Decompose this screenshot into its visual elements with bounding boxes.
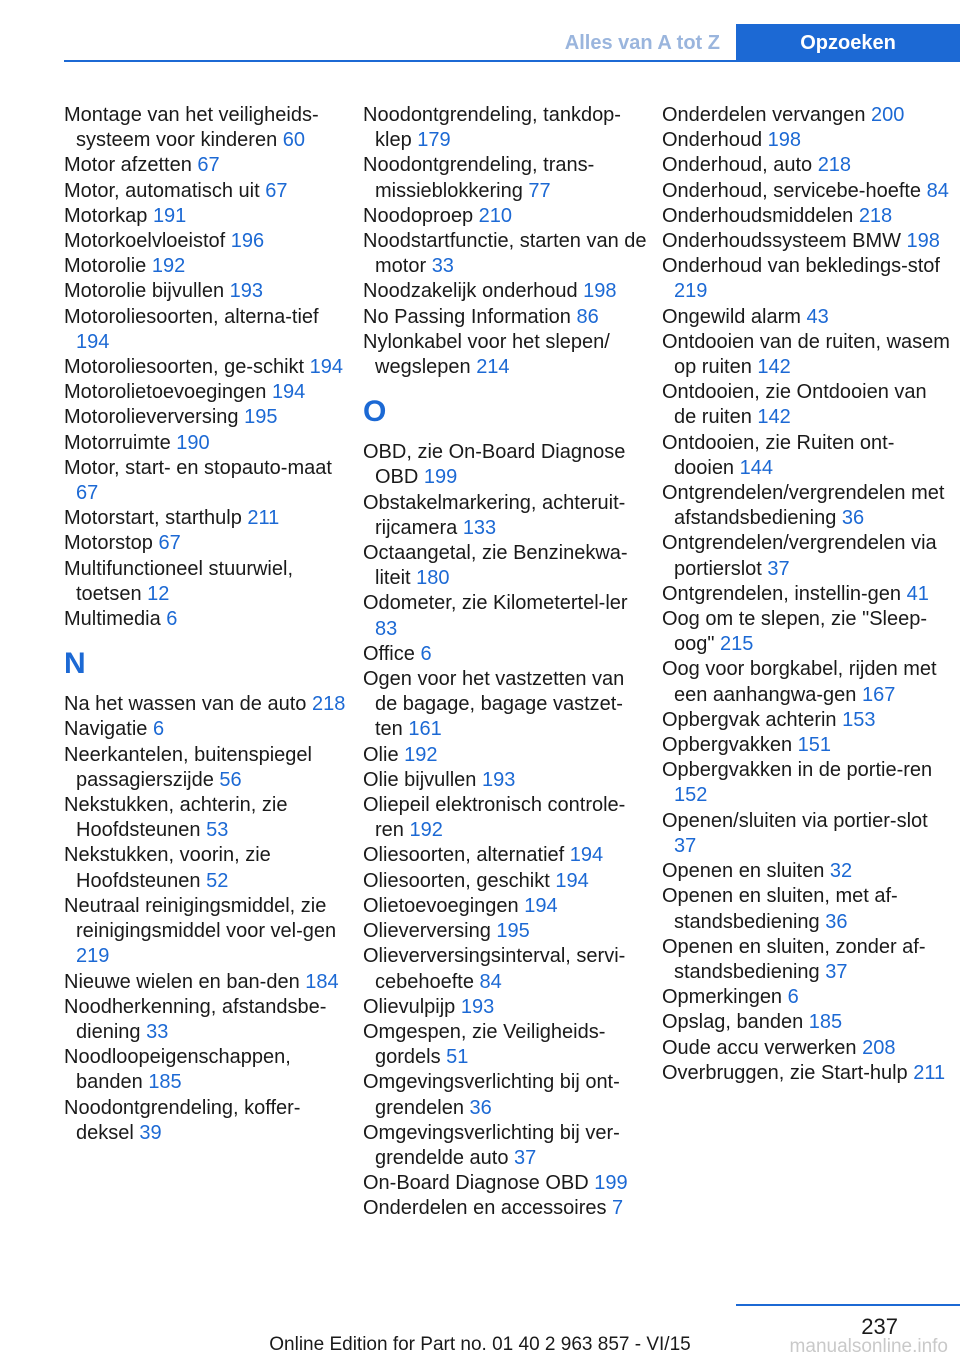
index-page-link[interactable]: 133 <box>462 516 497 539</box>
index-entry <box>662 582 954 607</box>
index-page-link[interactable]: 32 <box>829 860 853 883</box>
index-page-link[interactable]: 33 <box>146 1020 169 1043</box>
index-entry <box>64 380 349 405</box>
index-entry-term: Onderhoud van bekledings-stof <box>662 255 940 278</box>
index-entry <box>662 330 954 380</box>
index-entry-term: Noodstartfunctie, starten van de motor <box>363 230 647 278</box>
index-entry <box>363 894 648 919</box>
index-page-link[interactable]: 6 <box>166 608 178 631</box>
index-entry-term: Motoroliesoorten, alterna-tief <box>64 305 319 328</box>
index-entry <box>363 229 648 279</box>
index-page-link[interactable]: 37 <box>825 960 848 983</box>
index-page-link[interactable]: 218 <box>817 154 852 177</box>
index-entry-term: Onderhoudsmiddelen <box>662 204 854 227</box>
index-page-link[interactable]: 84 <box>926 179 949 202</box>
index-entry-term: OBD, zie On-Board Diagnose OBD <box>363 441 626 489</box>
index-entry <box>64 970 349 995</box>
index-page-link[interactable]: 39 <box>139 1121 162 1144</box>
index-entry <box>363 204 648 229</box>
index-page-link[interactable]: 200 <box>871 104 905 126</box>
index-page-link[interactable]: 218 <box>858 204 893 227</box>
index-entry-term: Openen en sluiten, met af-standsbediening <box>662 885 898 933</box>
index-page-link[interactable]: 215 <box>720 633 754 656</box>
index-page-link[interactable]: 43 <box>806 305 829 328</box>
index-page-link[interactable]: 199 <box>594 1172 628 1195</box>
page-number: 237 <box>861 1314 898 1339</box>
index-entry <box>363 305 648 330</box>
index-entry <box>64 607 349 632</box>
index-page-link[interactable]: 208 <box>862 1036 896 1059</box>
index-page-link[interactable]: 192 <box>409 819 443 842</box>
index-entry-term: Nylonkabel voor het slepen/ wegslepen <box>363 330 610 379</box>
index-entry <box>64 995 349 1045</box>
index-entry-term: Opbergvakken <box>662 734 793 757</box>
index-entry <box>64 405 349 430</box>
index-entry-term: Motorkap <box>64 204 148 227</box>
index-entry-term: No Passing Information <box>363 305 571 328</box>
index-entry <box>64 229 349 254</box>
index-page-link[interactable]: 194 <box>76 330 110 353</box>
index-entry <box>363 279 648 304</box>
index-entry-term: Nekstukken, achterin, zie Hoofdsteunen <box>64 794 288 842</box>
index-entry <box>64 431 349 456</box>
index-entry-term: Opbergvak achterin <box>662 708 837 731</box>
index-page-link[interactable]: 6 <box>152 718 165 741</box>
index-entry <box>64 305 349 355</box>
index-entry <box>662 1061 954 1086</box>
index-page-link[interactable]: 191 <box>152 204 187 227</box>
index-page-link[interactable]: 51 <box>446 1046 469 1069</box>
index-entry-term: Motorstop <box>64 532 153 555</box>
index-page-link[interactable]: 167 <box>861 683 896 706</box>
index-entry <box>64 894 349 970</box>
index-entry <box>662 204 954 229</box>
index-page-link[interactable]: 41 <box>906 582 929 605</box>
index-page-link[interactable]: 83 <box>375 617 398 640</box>
index-entry-term: Multifunctioneel stuurwiel, toetsen <box>64 557 293 605</box>
index-page-link[interactable]: 198 <box>583 280 617 303</box>
index-entry <box>363 541 648 591</box>
index-page-link[interactable]: 219 <box>76 945 110 968</box>
index-entry <box>662 153 954 178</box>
index-entry <box>64 506 349 531</box>
index-entry-term: Noodzakelijk onderhoud <box>363 280 578 303</box>
index-entry-term: Motor afzetten <box>64 154 192 177</box>
index-entry-term: Navigatie <box>64 718 148 741</box>
index-entry-term: Omgespen, zie Veiligheids-gordels <box>363 1020 606 1069</box>
index-entry-term: Motor, automatisch uit <box>64 179 260 202</box>
index-entry-term: Multimedia <box>64 608 161 631</box>
index-letter-heading: N <box>64 647 86 681</box>
index-entry <box>64 179 349 204</box>
edition-footer: Online Edition for Part no. 01 40 2 963 857 - VI/15 <box>269 1334 691 1355</box>
index-page-link[interactable]: 194 <box>569 844 604 867</box>
index-page-link[interactable]: 142 <box>757 406 791 429</box>
index-page-link[interactable]: 67 <box>197 154 220 177</box>
index-entry-term: Onderdelen vervangen <box>662 104 866 126</box>
index-column-3 <box>662 103 954 1086</box>
index-entry <box>363 440 648 490</box>
index-entry-term: On-Board Diagnose OBD <box>363 1172 589 1195</box>
index-entry <box>363 869 648 894</box>
index-entry-term: Olie bijvullen <box>363 768 477 791</box>
header-tab-opzoeken[interactable]: Opzoeken <box>736 24 960 62</box>
index-entry <box>662 481 954 531</box>
index-entry-term: Oog voor borgkabel, rijden met een aanhangwa-gen <box>662 658 937 706</box>
index-page-link[interactable]: 194 <box>309 356 344 379</box>
index-letter-heading: O <box>363 395 387 429</box>
index-entry-term: Olievulpijp <box>363 995 456 1018</box>
index-page-link[interactable]: 198 <box>767 129 802 152</box>
index-entry <box>64 355 349 380</box>
index-entry <box>64 557 349 607</box>
index-entry-term: Onderhoudssysteem BMW <box>662 230 901 253</box>
index-entry <box>363 153 648 203</box>
index-entry <box>363 768 648 793</box>
index-entry-term: Oliesoorten, alternatief <box>363 844 565 867</box>
index-page-link[interactable]: 52 <box>206 869 229 892</box>
index-entry-term: Motorolietoevoegingen <box>64 381 267 404</box>
index-entry <box>662 809 954 859</box>
index-entry-term: Ongewild alarm <box>662 305 801 328</box>
index-entry-term: Ogen voor het vastzetten van de bagage, bagage vastzet-ten <box>363 668 625 741</box>
index-entry <box>662 884 954 934</box>
index-entry-term: Ontgrendelen/vergrendelen met afstandsbediening <box>662 482 945 530</box>
index-entry <box>64 531 349 556</box>
index-entry <box>662 128 954 153</box>
index-entry <box>363 1070 648 1120</box>
index-entry-term: Oliesoorten, geschikt <box>363 869 550 892</box>
index-entry <box>363 995 648 1020</box>
index-entry <box>363 591 648 641</box>
index-entry-term: Noodloopeigenschappen, banden <box>64 1046 291 1094</box>
index-entry <box>363 1121 648 1171</box>
index-entry <box>662 607 954 657</box>
index-page-link[interactable]: 153 <box>842 708 876 731</box>
index-entry <box>363 793 648 843</box>
index-entry <box>64 793 349 843</box>
index-entry-term: Opslag, banden <box>662 1011 804 1034</box>
index-page-link[interactable]: 219 <box>674 280 708 303</box>
index-entry-term: Opbergvakken in de portie-ren <box>662 759 933 782</box>
index-page-link[interactable]: 6 <box>787 986 799 1009</box>
index-entry-term: Oude accu verwerken <box>662 1036 857 1059</box>
index-entry <box>363 1196 648 1221</box>
index-entry-term: Opmerkingen <box>662 986 783 1009</box>
index-page-link[interactable]: 36 <box>825 910 848 933</box>
index-entry-term: Motorolie <box>64 255 147 278</box>
index-entry <box>363 843 648 868</box>
index-page-link[interactable]: 77 <box>528 179 551 202</box>
index-entry-term: Onderdelen en accessoires <box>363 1197 607 1220</box>
index-entry <box>662 657 954 707</box>
index-entry <box>64 1045 349 1095</box>
index-entry-term: Motor, start- en stopauto-maat <box>64 456 332 479</box>
footer-rule <box>736 1304 960 1306</box>
index-page-link[interactable]: 37 <box>514 1146 537 1169</box>
index-entry <box>64 692 349 717</box>
index-entry-term: Octaangetal, zie Benzinekwa-liteit <box>363 542 628 590</box>
index-entry <box>662 985 954 1010</box>
index-page-link[interactable]: 161 <box>408 718 442 741</box>
index-entry <box>363 642 648 667</box>
index-page-link[interactable]: 211 <box>247 507 280 530</box>
index-page-link[interactable]: 56 <box>219 768 242 791</box>
index-page-link[interactable]: 180 <box>416 567 450 590</box>
index-entry <box>662 733 954 758</box>
index-page-link[interactable]: 192 <box>151 255 186 278</box>
index-page-link[interactable]: 36 <box>841 507 865 530</box>
index-entry <box>662 1036 954 1061</box>
index-entry-term: Ontgrendelen, instellin-gen <box>662 582 902 605</box>
index-entry-term: Noodoproep <box>363 204 474 227</box>
index-entry-term: Neerkantelen, buitenspiegel passagierszijde <box>64 743 312 791</box>
index-page-link[interactable]: 67 <box>76 482 99 505</box>
index-page-link[interactable]: 194 <box>555 869 589 892</box>
index-page-link[interactable]: 37 <box>674 834 697 857</box>
index-page-link[interactable]: 60 <box>282 129 306 152</box>
index-entry <box>363 667 648 743</box>
index-entry-term: Motorolie bijvullen <box>64 280 225 303</box>
index-entry-term: Openen/sluiten via portier-slot <box>662 809 928 832</box>
index-entry <box>363 1171 648 1196</box>
index-column-2 <box>363 103 648 1222</box>
index-entry-term: Noodherkenning, afstandsbe-diening <box>64 995 327 1043</box>
index-entry <box>363 944 648 994</box>
index-page-link[interactable]: 86 <box>576 305 599 328</box>
index-page-link[interactable]: 6 <box>420 642 432 665</box>
index-entry <box>662 254 954 304</box>
index-entry-term: Obstakelmarkering, achteruit-rijcamera <box>363 491 626 539</box>
index-entry-term: Nekstukken, voorin, zie Hoofdsteunen <box>64 844 271 892</box>
index-entry-term: Oog om te slepen, zie "Sleep-oog" <box>662 608 928 656</box>
index-page-link[interactable]: 199 <box>423 466 458 489</box>
index-page-link[interactable]: 193 <box>460 995 495 1018</box>
index-entry <box>662 431 954 481</box>
index-page-link[interactable]: 195 <box>496 920 530 943</box>
index-entry-term: Oliepeil elektronisch controle-ren <box>363 794 626 842</box>
index-entry-term: Onderhoud <box>662 129 763 152</box>
header-section-title: Alles van A tot Z <box>564 32 720 54</box>
index-entry-term: Noodontgrendeling, tankdop-klep <box>363 104 621 152</box>
index-entry-term: Openen en sluiten, zonder af-standsbediening <box>662 935 926 983</box>
index-entry <box>662 708 954 733</box>
index-page-link[interactable]: 218 <box>311 693 346 716</box>
index-entry-term: Motorruimte <box>64 431 171 454</box>
index-entry-term: Ontdooien van de ruiten, wasem op ruiten <box>662 330 950 379</box>
index-entry-term: Openen en sluiten <box>662 860 825 883</box>
index-page-link[interactable]: 185 <box>808 1011 843 1034</box>
index-page-link[interactable]: 192 <box>404 743 438 766</box>
index-page-link[interactable]: 196 <box>230 230 265 253</box>
index-page-link[interactable]: 7 <box>612 1197 624 1220</box>
index-entry <box>64 103 349 153</box>
index-entry <box>363 491 648 541</box>
index-page-link[interactable]: 144 <box>739 456 773 479</box>
index-entry <box>363 330 648 380</box>
index-entry <box>662 103 954 128</box>
index-entry <box>662 380 954 430</box>
index-page-link[interactable]: 142 <box>757 356 791 379</box>
index-entry-term: Olieverversingsinterval, servi-cebehoefte <box>363 945 626 993</box>
index-entry-term: Onderhoud, auto <box>662 154 813 177</box>
index-page-link[interactable]: 193 <box>229 280 264 303</box>
index-entry <box>363 919 648 944</box>
index-entry <box>662 305 954 330</box>
index-entry-term: Olietoevoegingen <box>363 894 519 917</box>
index-page-link[interactable]: 84 <box>479 970 502 993</box>
index-entry <box>363 743 648 768</box>
index-entry-term: Montage van het veiligheids-systeem voor kinderen <box>64 104 319 152</box>
index-entry-term: Nieuwe wielen en ban-den <box>64 970 300 993</box>
index-page-link[interactable]: 179 <box>417 129 451 152</box>
index-page-link[interactable]: 151 <box>797 734 832 757</box>
index-entry-term: Office <box>363 642 415 665</box>
index-entry-term: Olie <box>363 743 399 766</box>
index-entry <box>363 103 648 153</box>
index-entry-term: Motorstart, starthulp <box>64 507 242 530</box>
index-page-link[interactable]: 67 <box>158 532 181 555</box>
index-page-link[interactable]: 190 <box>176 431 210 454</box>
index-page-link[interactable]: 67 <box>265 179 288 202</box>
index-entry-term: Ontdooien, zie Ruiten ont-dooien <box>662 431 895 479</box>
index-page-link[interactable]: 194 <box>271 381 306 404</box>
index-entry-term: Omgevingsverlichting bij ver-grendelde auto <box>363 1121 620 1169</box>
index-entry-term: Noodontgrendeling, trans-missieblokkering <box>363 154 595 202</box>
index-page-link[interactable]: 214 <box>476 356 510 379</box>
index-entry-term: Olieverversing <box>363 920 491 943</box>
index-entry-term: Overbruggen, zie Start-hulp <box>662 1061 908 1084</box>
index-entry-term: Motoroliesoorten, ge-schikt <box>64 356 305 379</box>
index-page-link[interactable]: 194 <box>524 894 558 917</box>
index-entry <box>64 279 349 304</box>
index-page-link[interactable]: 211 <box>913 1061 946 1084</box>
index-page-link[interactable]: 198 <box>906 230 940 253</box>
index-entry <box>64 204 349 229</box>
index-page-link[interactable]: 37 <box>767 557 790 580</box>
index-page-link[interactable]: 210 <box>478 204 513 227</box>
index-page-link[interactable]: 36 <box>469 1096 492 1119</box>
index-entry-term: Motorolieverversing <box>64 406 239 429</box>
index-page-link[interactable]: 193 <box>481 768 516 791</box>
index-page-link[interactable]: 152 <box>674 784 708 807</box>
index-entry-term: Omgevingsverlichting bij ont-grendelen <box>363 1071 620 1119</box>
index-entry-term: Noodontgrendeling, koffer-deksel <box>64 1096 301 1144</box>
index-page-link[interactable]: 53 <box>206 819 229 842</box>
index-entry <box>64 717 349 742</box>
index-entry-term: Neutraal reinigingsmiddel, zie reinigingsmiddel voor vel-gen <box>64 894 337 943</box>
index-entry-term: Odometer, zie Kilometertel-ler <box>363 592 628 615</box>
index-entry <box>64 743 349 793</box>
index-entry <box>64 843 349 893</box>
watermark: manualsonline.info <box>789 1336 948 1357</box>
index-entry-term: Ontdooien, zie Ontdooien van de ruiten <box>662 381 927 429</box>
index-entry <box>64 456 349 506</box>
index-entry <box>64 153 349 178</box>
index-page-link[interactable]: 12 <box>147 582 170 605</box>
index-page-link[interactable]: 33 <box>431 255 454 278</box>
index-entry <box>662 531 954 581</box>
index-column-1 <box>64 103 349 1146</box>
index-entry <box>662 935 954 985</box>
index-entry <box>662 758 954 808</box>
index-entry <box>662 1010 954 1035</box>
index-entry <box>64 254 349 279</box>
index-page-link[interactable]: 185 <box>148 1071 182 1094</box>
index-entry <box>662 229 954 254</box>
index-entry <box>363 1020 648 1070</box>
index-entry <box>64 1096 349 1146</box>
index-entry-term: Na het wassen van de auto <box>64 693 307 716</box>
index-entry <box>662 179 954 204</box>
index-entry-term: Ontgrendelen/vergrendelen via portierslot <box>662 532 937 580</box>
index-entry-term: Onderhoud, servicebe-hoefte <box>662 179 922 202</box>
index-page-link[interactable]: 195 <box>244 406 278 429</box>
index-entry-term: Motorkoelvloeistof <box>64 230 226 253</box>
index-page-link[interactable]: 184 <box>305 970 339 993</box>
index-entry <box>662 859 954 884</box>
